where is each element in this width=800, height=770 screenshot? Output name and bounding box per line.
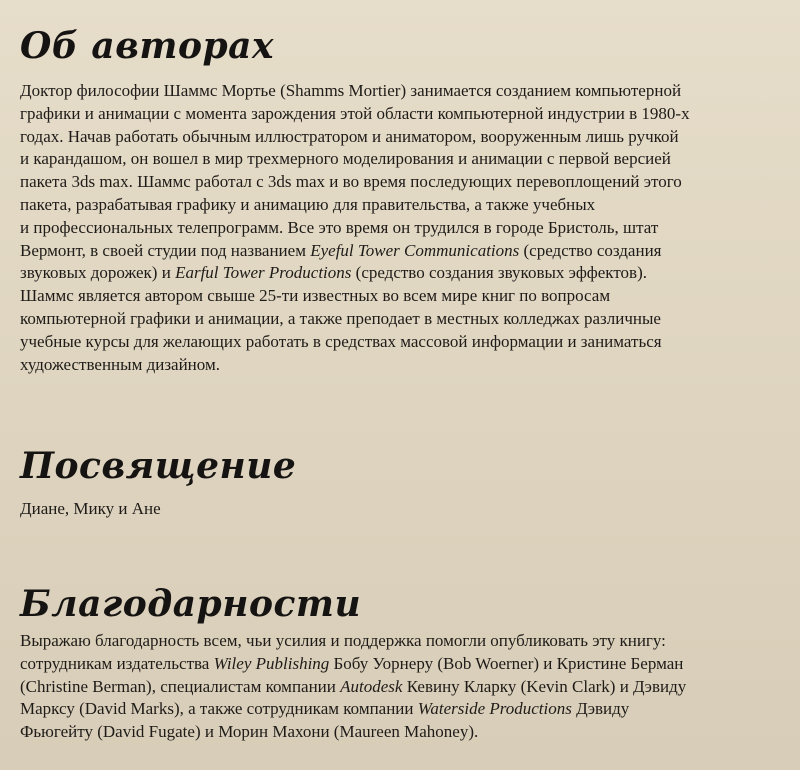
- text-line: [20, 171, 790, 194]
- italic-term: Autodesk: [340, 676, 403, 696]
- text-line: [20, 126, 790, 149]
- text-line: [20, 331, 790, 354]
- text-run: учебные курсы для желающих работать в средствах массовой информации и заниматься: [20, 331, 662, 351]
- text-run: пакета, разрабатывая графику и анимацию для правительства, а также учебных: [20, 194, 596, 214]
- text-run: художественным дизайном.: [20, 354, 220, 374]
- text-line: [20, 676, 790, 699]
- text-line: [20, 308, 790, 331]
- text-line: [20, 721, 790, 744]
- italic-term: Eyeful Tower Communications: [310, 240, 520, 260]
- text-line: [20, 217, 790, 240]
- text-run: Шаммс является автором свыше 25-ти известных во всем мире книг по вопросам: [20, 286, 611, 306]
- text-run: сотрудникам издательства: [20, 653, 214, 673]
- text-run: пакета 3ds max. Шаммс работал с 3ds max и во время последующих перевоплощений этого: [20, 172, 682, 192]
- text-run: Дэвиду: [571, 699, 630, 719]
- italic-term: Wiley Publishing: [213, 653, 330, 673]
- text-line: [20, 240, 790, 263]
- text-run: Доктор философии Шаммс Мортье (Shamms Mortier) занимается созданием компьютерной: [20, 81, 682, 100]
- acknowledgments-heading: Благодарности: [20, 583, 362, 625]
- text-run: Диане, Мику и Ане: [20, 499, 161, 518]
- dedication-heading: Посвящение: [20, 445, 297, 487]
- text-run: Вермонт, в своей студии под названием: [20, 240, 311, 260]
- text-run: и карандашом, он вошел в мир трехмерного моделирования и анимации с первой версией: [20, 149, 671, 169]
- text-run: (средство создания: [519, 240, 662, 260]
- italic-term: Waterside Productions: [417, 699, 572, 719]
- text-run: Выражаю благодарность всем, чьи усилия и поддержка помогли опубликовать эту книгу:: [20, 631, 666, 650]
- text-run: графики и анимации с момента зарождения этой области компьютерной индустрии в 1980-х: [20, 103, 690, 123]
- text-line: [20, 354, 790, 377]
- text-run: (Christine Berman), специалистам компании: [20, 676, 341, 696]
- text-run: Кевину Кларку (Kevin Clark) и Дэвиду: [402, 676, 687, 696]
- text-run: звуковых дорожек) и: [20, 263, 176, 283]
- text-line: [20, 698, 790, 721]
- about-authors-text: [20, 80, 790, 376]
- text-line: [20, 498, 790, 521]
- text-line: [20, 148, 790, 171]
- text-line: [20, 80, 790, 103]
- text-run: компьютерной графики и анимации, а также преподает в местных колледжах различные: [20, 308, 661, 328]
- text-run: Бобу Уорнеру (Bob Woerner) и Кристине Берман: [329, 653, 684, 673]
- text-run: годах. Начав работать обычным иллюстратором и аниматором, вооруженным лишь ручкой: [20, 126, 679, 146]
- text-line: [20, 194, 790, 217]
- italic-term: Earful Tower Productions: [175, 263, 352, 283]
- text-run: Марксу (David Marks), а также сотрудникам компании: [20, 699, 418, 719]
- text-line: [20, 630, 790, 653]
- text-line: [20, 262, 790, 285]
- dedication-text: [20, 498, 790, 521]
- text-line: [20, 285, 790, 308]
- text-run: и профессиональных телепрограмм. Все это время он трудился в городе Бристоль, штат: [20, 217, 659, 237]
- text-line: [20, 103, 790, 126]
- text-run: Фьюгейту (David Fugate) и Морин Махони (Maureen Mahoney).: [20, 722, 479, 742]
- text-line: [20, 653, 790, 676]
- about-authors-heading: Об авторах: [20, 25, 274, 67]
- acknowledgments-text: [20, 630, 790, 744]
- text-run: (средство создания звуковых эффектов).: [351, 263, 647, 283]
